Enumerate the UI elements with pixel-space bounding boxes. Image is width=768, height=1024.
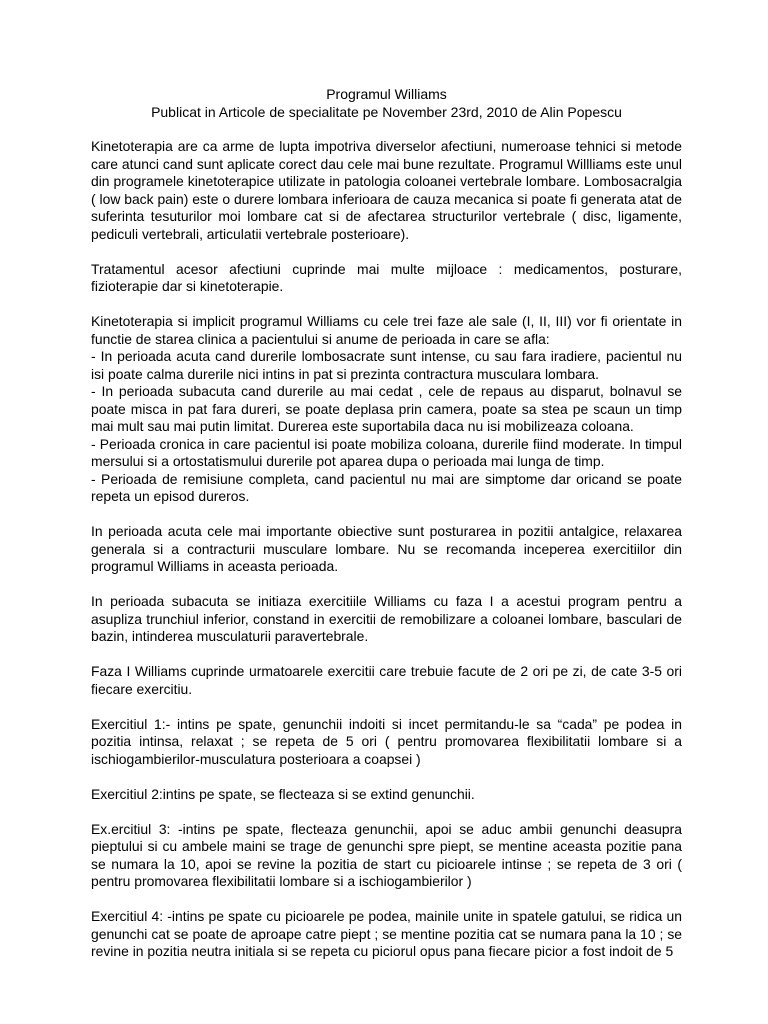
paragraph — [91, 593, 682, 646]
paragraph-line: In perioada acuta cele mai importante obiective sunt posturarea in pozitii antalgice, relaxarea generala si a contracturii musculare lombare. Nu se recomanda inceperea exercitiilor din programul Williams in aceasta perioada. — [91, 523, 682, 574]
paragraph — [91, 663, 682, 698]
paragraph-line: Tratamentul acesor afectiuni cuprinde mai multe mijloace : medicamentos, posturare, fizioterapie dar si kinetoterapie. — [91, 260, 682, 294]
paragraph-line: - Perioada de remisiune completa, cand pacientul nu mai are simptome dar oricand se poate repeta un episod dureros. — [91, 470, 682, 504]
document-byline: Publicat in Articole de specialitate pe November 23rd, 2010 de Alin Popescu — [151, 103, 622, 120]
paragraph — [91, 821, 682, 891]
paragraph — [91, 261, 682, 296]
paragraph — [91, 786, 682, 804]
document-body — [91, 138, 682, 961]
paragraph-line: - In perioada subacuta cand durerile au mai cedat , cele de repaus au disparut, bolnavul se poate misca in pat fara dureri, se poate deplasa prin camera, poate sa stea pe scaun un timp mai mult sau mai putin limitat. Durerea este suportabila daca nu isi mobilizeaza coloana. — [91, 383, 682, 434]
paragraph-line: Exercitiul 4: -intins pe spate cu picioarele pe podea, mainile unite in spatele gatului, se ridica un genunchi cat se poate de aproape catre piept ; se mentine pozitia cat se numara pana la 10 ; se revine in pozitia neutra initiala si se repeta cu piciorul opus pana fiecare picior a fost indoit de 5 — [91, 908, 682, 959]
paragraph-line: - In perioada acuta cand durerile lombosacrate sunt intense, cu sau fara iradiere, pacientul nu isi poate calma durerile nici intins in pat si prezinta contractura musculara lombara. — [91, 348, 682, 382]
document-title: Programul Williams — [326, 86, 447, 102]
paragraph — [91, 523, 682, 576]
paragraph-line: In perioada subacuta se initiaza exercitiile Williams cu faza I a acestui program pentru a asupliza trunchiul inferior, constand in exercitii de remobilizare a coloanei lombare, basculari de bazin, intinderea musculaturii paravertebrale. — [91, 593, 682, 644]
paragraph-line: - Perioada cronica in care pacientul isi poate mobiliza coloana, durerile fiind moderate. In timpul mersului si a ortostatismului durerile pot aparea dupa o perioada mai lunga de timp. — [91, 435, 682, 469]
paragraph-line: Faza I Williams cuprinde urmatoarele exercitii care trebuie facute de 2 ori pe zi, de cate 3-5 ori fiecare exercitiu. — [91, 663, 682, 697]
paragraph-line: Kinetoterapia si implicit programul Williams cu cele trei faze ale sale (I, II, III) vor fi orientate in functie de starea clinica a pacientului si anume de perioada in care se afla: — [91, 313, 682, 347]
paragraph — [91, 716, 682, 769]
paragraph — [91, 908, 682, 961]
paragraph-line: Ex.ercitiul 3: -intins pe spate, flecteaza genunchii, apoi se aduc ambii genunchi deasupra pieptului si cu ambele maini se trage de genunchi spre piept, se mentine aceasta pozitie pana se numara la 10, apoi se revine la pozitia de start cu picioarele intinse ; se repeta de 3 ori ( pentru promovarea flexibilitatii lombare si a ischiogambierilor ) — [91, 820, 682, 889]
paragraph-line: Kinetoterapia are ca arme de lupta impotriva diverselor afectiuni, numeroase tehnici si metode care atunci cand sunt aplicate corect dau cele mai bune rezultate. Programul Willliams este unul din programele kinetoterapice utilizate in patologia coloanei vertebrale lombare. Lombosacralgia ( low back pain) este o durere lombara inferioara de cauza mecanica si poate fi generata atat de suferinta tesuturilor moi lombare cat si de afectarea structurilor vertebrale ( disc, ligamente, pediculi vertebrali, articulatii vertebrale posterioare). — [91, 138, 682, 242]
paragraph — [91, 313, 682, 506]
paragraph-line: Exercitiul 1:- intins pe spate, genunchii indoiti si incet permitandu-le sa “cada” pe podea in pozitia intinsa, relaxat ; se repeta de 5 ori ( pentru promovarea flexibilitatii lombare si a ischiogambierilor-musculatura posterioara a coapsei ) — [91, 715, 682, 767]
paragraph-line: Exercitiul 2:intins pe spate, se flecteaza si se extind genunchii. — [91, 785, 475, 802]
paragraph — [91, 138, 682, 243]
